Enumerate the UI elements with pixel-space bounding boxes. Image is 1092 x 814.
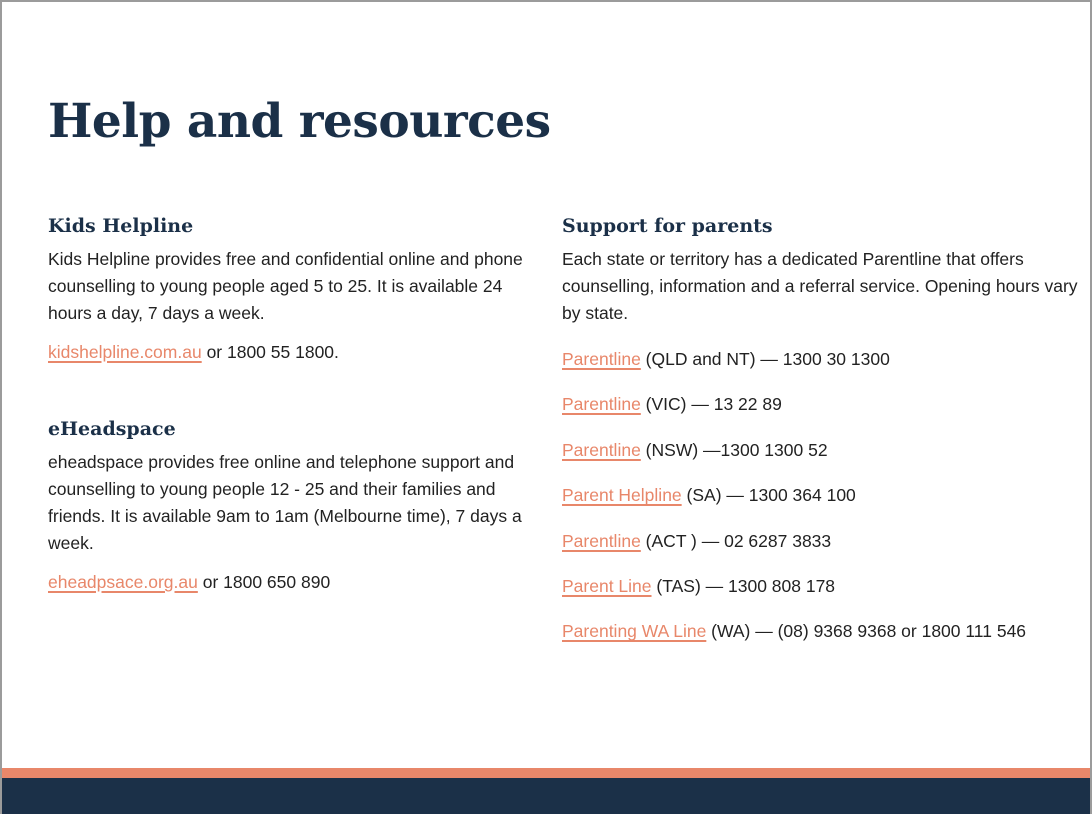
parentline-link-wa[interactable]: Parenting WA Line (562, 621, 707, 642)
parentline-item-tas (562, 573, 1082, 600)
parentline-link-nsw[interactable]: Parentline (562, 439, 641, 460)
parentline-link-sa[interactable]: Parent Helpline (562, 485, 682, 506)
kids-helpline-heading: Kids Helpline (48, 215, 194, 237)
left-column (48, 212, 538, 596)
parentline-link-act[interactable]: Parentline (562, 530, 641, 551)
support-parents-description: Each state or territory has a dedicated Parentline that offers counselling, information and a referral service. Opening hours vary by state. (562, 249, 1078, 323)
parentline-detail-act: (ACT ) — 02 6287 3833 (640, 530, 832, 551)
eheadspace-contact (48, 569, 538, 596)
eheadspace-description: eheadspace provides free online and telephone support and counselling to young people 12 - 25 and their families and friends. It is available 9am to 1am (Melbourne time), 7 days a week. (48, 452, 522, 553)
parentline-detail-tas: (TAS) — 1300 808 178 (651, 575, 836, 596)
right-column (562, 212, 1082, 664)
eheadspace-phone: or 1800 650 890 (197, 572, 331, 592)
eheadspace-link[interactable]: eheadpsace.org.au (48, 572, 198, 592)
kids-helpline-section (48, 212, 538, 366)
support-parents-heading: Support for parents (562, 215, 773, 237)
kids-helpline-contact (48, 339, 538, 366)
parentline-item-qld-nt (562, 346, 1082, 373)
parentline-detail-nsw: (NSW) —1300 1300 52 (640, 439, 828, 460)
parentline-link-qld-nt[interactable]: Parentline (562, 349, 641, 369)
parentline-detail-qld-nt: (QLD and NT) — 1300 30 1300 (640, 349, 890, 369)
parentline-detail-wa: (WA) — (08) 9368 9368 or 1800 111 546 (706, 621, 1027, 642)
parentline-item-act (562, 528, 1082, 555)
kids-helpline-phone: or 1800 55 1800. (201, 342, 339, 362)
eheadspace-section (48, 415, 538, 596)
section-spacer (48, 366, 538, 415)
parentline-item-nsw (562, 437, 1082, 464)
parentline-link-vic[interactable]: Parentline (562, 394, 641, 415)
footer-accent-stripe (2, 768, 1090, 778)
eheadspace-heading: eHeadspace (48, 418, 176, 440)
support-parents-section (562, 212, 1082, 645)
parentline-item-sa (562, 482, 1082, 509)
parentline-list (562, 346, 1082, 645)
parentline-item-vic (562, 391, 1082, 418)
kids-helpline-link[interactable]: kidshelpline.com.au (48, 342, 202, 362)
page-title: Help and resources (48, 94, 551, 149)
parentline-item-wa (562, 618, 1082, 645)
footer-bar (2, 778, 1090, 814)
kids-helpline-description: Kids Helpline provides free and confidential online and phone counselling to young people aged 5 to 25. It is available 24 hours a day, 7 days a week. (48, 249, 523, 323)
parentline-detail-sa: (SA) — 1300 364 100 (681, 485, 856, 506)
parentline-detail-vic: (VIC) — 13 22 89 (640, 394, 782, 415)
parentline-link-tas[interactable]: Parent Line (562, 575, 652, 596)
